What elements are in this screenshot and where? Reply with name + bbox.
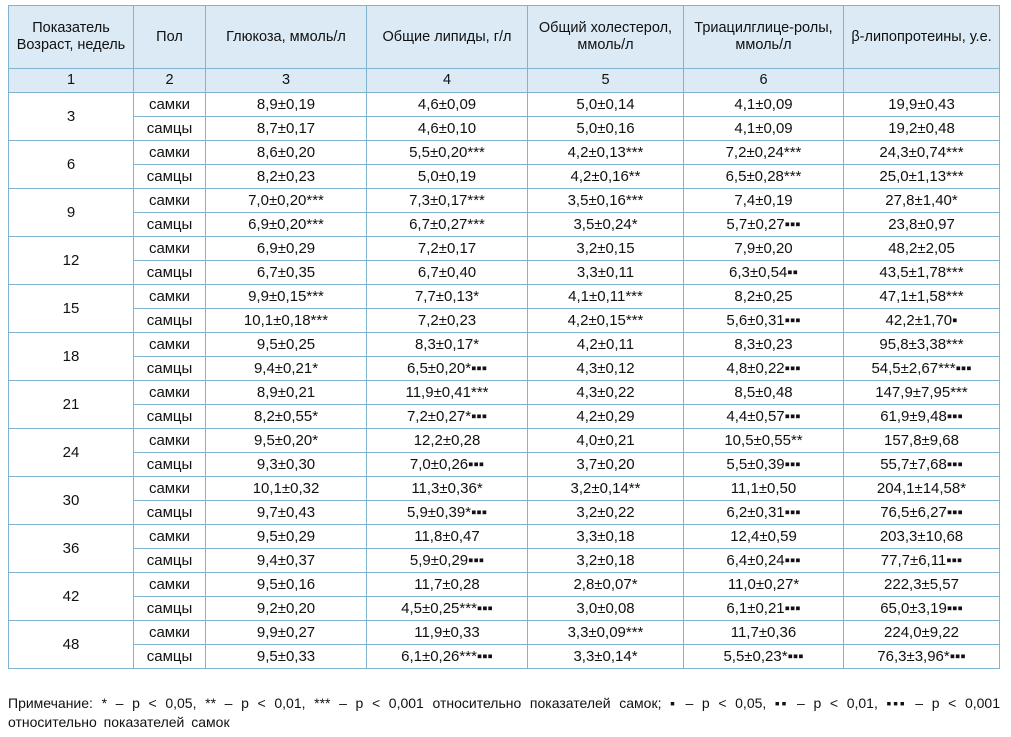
- sex-cell: самцы: [134, 597, 206, 621]
- value-cell: 6,1±0,26***▪▪▪: [367, 645, 528, 669]
- column-number-cell: 2: [134, 69, 206, 93]
- age-cell: 48: [9, 621, 134, 669]
- table-row: [9, 453, 1000, 477]
- value-cell: 9,5±0,33: [206, 645, 367, 669]
- value-cell: 5,9±0,29▪▪▪: [367, 549, 528, 573]
- sex-cell: самцы: [134, 309, 206, 333]
- value-cell: 24,3±0,74***: [844, 141, 1000, 165]
- table-row: [9, 501, 1000, 525]
- value-cell: 2,8±0,07*: [528, 573, 684, 597]
- value-cell: 11,7±0,36: [684, 621, 844, 645]
- value-cell: 9,5±0,25: [206, 333, 367, 357]
- value-cell: 25,0±1,13***: [844, 165, 1000, 189]
- value-cell: 19,2±0,48: [844, 117, 1000, 141]
- table-row: [9, 429, 1000, 453]
- value-cell: 9,4±0,21*: [206, 357, 367, 381]
- table-row: [9, 333, 1000, 357]
- table-footnote: Примечание: * – p < 0,05, ** – p < 0,01, *** – p < 0,001 относительно показателей самок; ▪ – p < 0,05, ▪▪ – p < 0,01, ▪▪▪ – p < 0,001 относительно показателей самок: [8, 695, 1000, 730]
- value-cell: 76,5±6,27▪▪▪: [844, 501, 1000, 525]
- column-number-cell: 1: [9, 69, 134, 93]
- value-cell: 9,3±0,30: [206, 453, 367, 477]
- age-cell: 12: [9, 237, 134, 285]
- value-cell: 6,7±0,27***: [367, 213, 528, 237]
- data-table: [8, 5, 1000, 669]
- header-cell: Глюкоза, ммоль/л: [206, 6, 367, 69]
- header-cell: Показатель Возраст, недель: [9, 6, 134, 69]
- value-cell: 9,5±0,29: [206, 525, 367, 549]
- value-cell: 9,7±0,43: [206, 501, 367, 525]
- table-row: [9, 213, 1000, 237]
- value-cell: 76,3±3,96*▪▪▪: [844, 645, 1000, 669]
- value-cell: 12,2±0,28: [367, 429, 528, 453]
- sex-cell: самки: [134, 285, 206, 309]
- column-number-row: [9, 69, 1000, 93]
- value-cell: 4,2±0,16**: [528, 165, 684, 189]
- value-cell: 8,7±0,17: [206, 117, 367, 141]
- table-row: [9, 117, 1000, 141]
- sex-cell: самки: [134, 333, 206, 357]
- value-cell: 23,8±0,97: [844, 213, 1000, 237]
- sex-cell: самцы: [134, 213, 206, 237]
- age-cell: 9: [9, 189, 134, 237]
- table-row: [9, 261, 1000, 285]
- header-cell: Триацилглице-ролы, ммоль/л: [684, 6, 844, 69]
- value-cell: 43,5±1,78***: [844, 261, 1000, 285]
- value-cell: 4,2±0,11: [528, 333, 684, 357]
- age-cell: 6: [9, 141, 134, 189]
- value-cell: 6,5±0,28***: [684, 165, 844, 189]
- value-cell: 3,3±0,14*: [528, 645, 684, 669]
- value-cell: 6,9±0,20***: [206, 213, 367, 237]
- value-cell: 8,9±0,21: [206, 381, 367, 405]
- value-cell: 6,5±0,20*▪▪▪: [367, 357, 528, 381]
- value-cell: 6,3±0,54▪▪: [684, 261, 844, 285]
- age-cell: 24: [9, 429, 134, 477]
- sex-cell: самки: [134, 237, 206, 261]
- value-cell: 7,4±0,19: [684, 189, 844, 213]
- value-cell: 3,3±0,18: [528, 525, 684, 549]
- age-cell: 36: [9, 525, 134, 573]
- value-cell: 10,5±0,55**: [684, 429, 844, 453]
- header-cell: β-липопротеины, у.е.: [844, 6, 1000, 69]
- value-cell: 4,1±0,09: [684, 117, 844, 141]
- sex-cell: самки: [134, 189, 206, 213]
- value-cell: 4,2±0,15***: [528, 309, 684, 333]
- value-cell: 3,3±0,11: [528, 261, 684, 285]
- age-cell: 15: [9, 285, 134, 333]
- value-cell: 11,8±0,47: [367, 525, 528, 549]
- table-row: [9, 141, 1000, 165]
- value-cell: 4,2±0,13***: [528, 141, 684, 165]
- value-cell: 8,3±0,23: [684, 333, 844, 357]
- header-cell: Пол: [134, 6, 206, 69]
- value-cell: 9,2±0,20: [206, 597, 367, 621]
- table-row: [9, 237, 1000, 261]
- value-cell: 5,5±0,23*▪▪▪: [684, 645, 844, 669]
- value-cell: 42,2±1,70▪: [844, 309, 1000, 333]
- value-cell: 3,5±0,24*: [528, 213, 684, 237]
- value-cell: 8,9±0,19: [206, 93, 367, 117]
- sex-cell: самки: [134, 429, 206, 453]
- age-cell: 21: [9, 381, 134, 429]
- value-cell: 5,5±0,20***: [367, 141, 528, 165]
- header-cell: Общий холестерол, ммоль/л: [528, 6, 684, 69]
- table-row: [9, 525, 1000, 549]
- value-cell: 204,1±14,58*: [844, 477, 1000, 501]
- value-cell: 8,2±0,55*: [206, 405, 367, 429]
- value-cell: 7,3±0,17***: [367, 189, 528, 213]
- value-cell: 8,2±0,25: [684, 285, 844, 309]
- value-cell: 55,7±7,68▪▪▪: [844, 453, 1000, 477]
- value-cell: 61,9±9,48▪▪▪: [844, 405, 1000, 429]
- value-cell: 5,6±0,31▪▪▪: [684, 309, 844, 333]
- value-cell: 4,6±0,09: [367, 93, 528, 117]
- value-cell: 10,1±0,32: [206, 477, 367, 501]
- table-row: [9, 309, 1000, 333]
- value-cell: 9,5±0,20*: [206, 429, 367, 453]
- value-cell: 77,7±6,11▪▪▪: [844, 549, 1000, 573]
- sex-cell: самцы: [134, 645, 206, 669]
- value-cell: 3,5±0,16***: [528, 189, 684, 213]
- value-cell: 9,4±0,37: [206, 549, 367, 573]
- table-row: [9, 549, 1000, 573]
- value-cell: 7,2±0,17: [367, 237, 528, 261]
- value-cell: 4,8±0,22▪▪▪: [684, 357, 844, 381]
- table-row: [9, 285, 1000, 309]
- sex-cell: самки: [134, 93, 206, 117]
- value-cell: 8,6±0,20: [206, 141, 367, 165]
- value-cell: 48,2±2,05: [844, 237, 1000, 261]
- sex-cell: самцы: [134, 453, 206, 477]
- table-row: [9, 645, 1000, 669]
- value-cell: 3,2±0,15: [528, 237, 684, 261]
- sex-cell: самцы: [134, 117, 206, 141]
- value-cell: 9,9±0,15***: [206, 285, 367, 309]
- sex-cell: самки: [134, 141, 206, 165]
- value-cell: 3,2±0,14**: [528, 477, 684, 501]
- table-row: [9, 189, 1000, 213]
- value-cell: 4,5±0,25***▪▪▪: [367, 597, 528, 621]
- value-cell: 5,7±0,27▪▪▪: [684, 213, 844, 237]
- table-row: [9, 621, 1000, 645]
- value-cell: 5,5±0,39▪▪▪: [684, 453, 844, 477]
- value-cell: 7,0±0,20***: [206, 189, 367, 213]
- value-cell: 3,3±0,09***: [528, 621, 684, 645]
- table-body: [9, 93, 1000, 669]
- value-cell: 6,9±0,29: [206, 237, 367, 261]
- value-cell: 4,3±0,12: [528, 357, 684, 381]
- value-cell: 4,3±0,22: [528, 381, 684, 405]
- value-cell: 6,7±0,40: [367, 261, 528, 285]
- column-number-cell: [844, 69, 1000, 93]
- header-cell: Общие липиды, г/л: [367, 6, 528, 69]
- table-row: [9, 477, 1000, 501]
- value-cell: 7,2±0,27*▪▪▪: [367, 405, 528, 429]
- value-cell: 9,9±0,27: [206, 621, 367, 645]
- column-number-cell: 6: [684, 69, 844, 93]
- table-row: [9, 357, 1000, 381]
- value-cell: 6,4±0,24▪▪▪: [684, 549, 844, 573]
- value-cell: 4,1±0,11***: [528, 285, 684, 309]
- value-cell: 5,0±0,14: [528, 93, 684, 117]
- value-cell: 7,2±0,23: [367, 309, 528, 333]
- value-cell: 4,6±0,10: [367, 117, 528, 141]
- sex-cell: самцы: [134, 501, 206, 525]
- value-cell: 11,7±0,28: [367, 573, 528, 597]
- value-cell: 11,1±0,50: [684, 477, 844, 501]
- value-cell: 157,8±9,68: [844, 429, 1000, 453]
- header-row: [9, 6, 1000, 69]
- value-cell: 3,2±0,18: [528, 549, 684, 573]
- sex-cell: самки: [134, 573, 206, 597]
- value-cell: 95,8±3,38***: [844, 333, 1000, 357]
- sex-cell: самцы: [134, 165, 206, 189]
- table-row: [9, 597, 1000, 621]
- value-cell: 203,3±10,68: [844, 525, 1000, 549]
- value-cell: 8,3±0,17*: [367, 333, 528, 357]
- value-cell: 4,4±0,57▪▪▪: [684, 405, 844, 429]
- table-row: [9, 165, 1000, 189]
- value-cell: 54,5±2,67***▪▪▪: [844, 357, 1000, 381]
- sex-cell: самцы: [134, 405, 206, 429]
- value-cell: 6,7±0,35: [206, 261, 367, 285]
- age-cell: 42: [9, 573, 134, 621]
- value-cell: 11,3±0,36*: [367, 477, 528, 501]
- value-cell: 12,4±0,59: [684, 525, 844, 549]
- column-number-cell: 5: [528, 69, 684, 93]
- table-row: [9, 405, 1000, 429]
- value-cell: 65,0±3,19▪▪▪: [844, 597, 1000, 621]
- table-row: [9, 93, 1000, 117]
- value-cell: 27,8±1,40*: [844, 189, 1000, 213]
- table-row: [9, 573, 1000, 597]
- value-cell: 3,2±0,22: [528, 501, 684, 525]
- value-cell: 7,0±0,26▪▪▪: [367, 453, 528, 477]
- value-cell: 11,0±0,27*: [684, 573, 844, 597]
- value-cell: 222,3±5,57: [844, 573, 1000, 597]
- value-cell: 3,7±0,20: [528, 453, 684, 477]
- value-cell: 10,1±0,18***: [206, 309, 367, 333]
- sex-cell: самцы: [134, 261, 206, 285]
- value-cell: 7,7±0,13*: [367, 285, 528, 309]
- age-cell: 3: [9, 93, 134, 141]
- value-cell: 47,1±1,58***: [844, 285, 1000, 309]
- age-cell: 30: [9, 477, 134, 525]
- age-cell: 18: [9, 333, 134, 381]
- table-header: [9, 6, 1000, 93]
- sex-cell: самки: [134, 525, 206, 549]
- value-cell: 8,5±0,48: [684, 381, 844, 405]
- value-cell: 4,2±0,29: [528, 405, 684, 429]
- value-cell: 224,0±9,22: [844, 621, 1000, 645]
- value-cell: 6,2±0,31▪▪▪: [684, 501, 844, 525]
- table-row: [9, 381, 1000, 405]
- value-cell: 19,9±0,43: [844, 93, 1000, 117]
- column-number-cell: 3: [206, 69, 367, 93]
- value-cell: 11,9±0,33: [367, 621, 528, 645]
- sex-cell: самки: [134, 621, 206, 645]
- value-cell: 5,0±0,16: [528, 117, 684, 141]
- value-cell: 147,9±7,95***: [844, 381, 1000, 405]
- value-cell: 7,2±0,24***: [684, 141, 844, 165]
- value-cell: 4,1±0,09: [684, 93, 844, 117]
- column-number-cell: 4: [367, 69, 528, 93]
- sex-cell: самцы: [134, 357, 206, 381]
- value-cell: 3,0±0,08: [528, 597, 684, 621]
- value-cell: 4,0±0,21: [528, 429, 684, 453]
- value-cell: 7,9±0,20: [684, 237, 844, 261]
- value-cell: 11,9±0,41***: [367, 381, 528, 405]
- value-cell: 6,1±0,21▪▪▪: [684, 597, 844, 621]
- value-cell: 5,9±0,39*▪▪▪: [367, 501, 528, 525]
- value-cell: 5,0±0,19: [367, 165, 528, 189]
- value-cell: 9,5±0,16: [206, 573, 367, 597]
- sex-cell: самки: [134, 381, 206, 405]
- sex-cell: самцы: [134, 549, 206, 573]
- sex-cell: самки: [134, 477, 206, 501]
- value-cell: 8,2±0,23: [206, 165, 367, 189]
